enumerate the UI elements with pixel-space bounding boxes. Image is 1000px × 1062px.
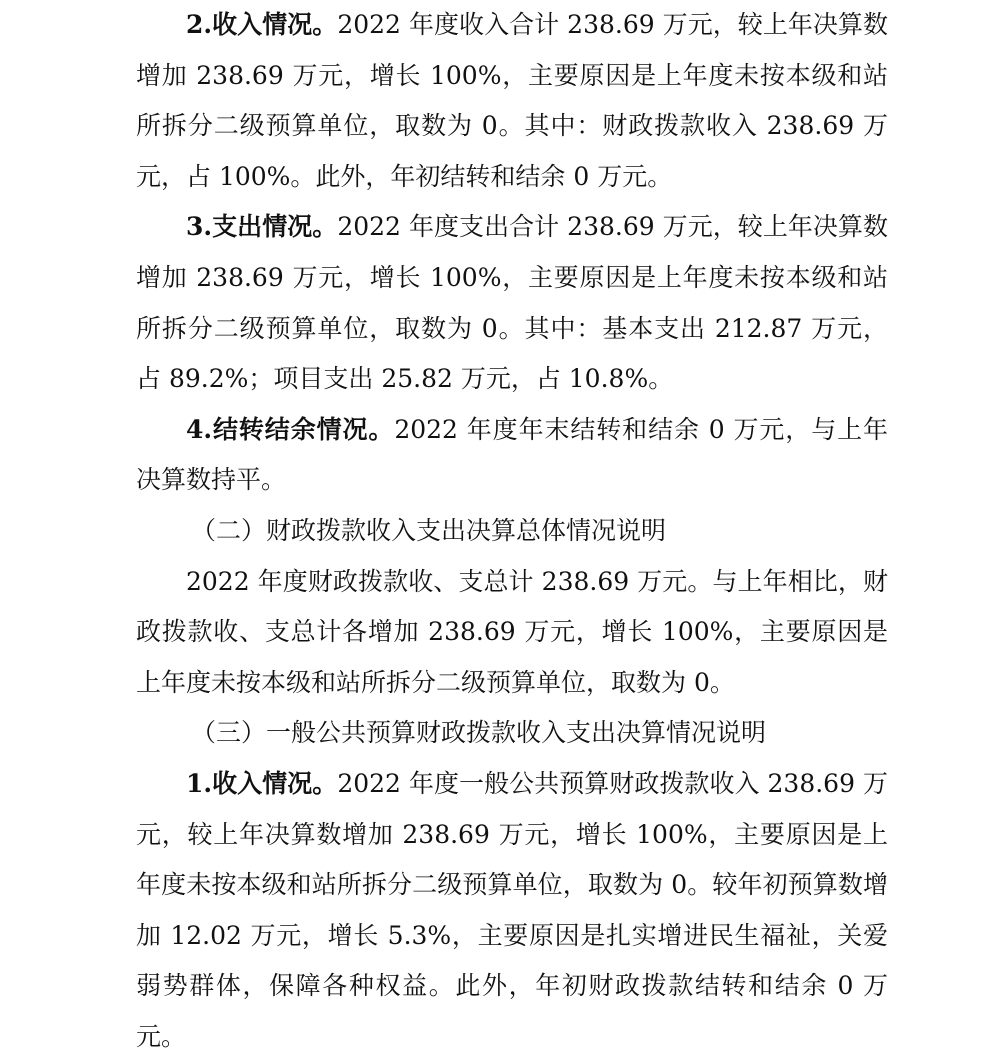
document-page <box>136 0 888 1062</box>
general-budget-income-paragraph <box>136 759 888 1062</box>
carryover-label: 4.结转结余情况。 <box>186 414 395 444</box>
income-paragraph <box>136 0 888 202</box>
carryover-text: 2022 年度年末结转和结余 0 万元，与上年决算数持平。 <box>136 414 888 495</box>
section-two-text: 2022 年度财政拨款收、支总计 238.69 万元。与上年相比，财政拨款收、支总计各增加 238.69 万元，增长 100%，主要原因是上年度未按本级和站所拆分二级预算单位，取数为 0。 <box>136 566 888 697</box>
expenditure-text: 2022 年度支出合计 238.69 万元，较上年决算数增加 238.69 万元，增长 100%，主要原因是上年度未按本级和站所拆分二级预算单位，取数为 0。其中：基本支出 212.87 万元，占 89.2%；项目支出 25.82 万元，占 10.8%。 <box>136 212 888 394</box>
income-label: 2.收入情况。 <box>186 10 338 39</box>
income-text: 2022 年度收入合计 238.69 万元，较上年决算数增加 238.69 万元，增长 100%，主要原因是上年度未按本级和站所拆分二级预算单位，取数为 0。其中：财政拨款收入 238.69 万元，占 100%。此外，年初结转和结余 0 万元。 <box>136 10 888 191</box>
section-three-heading: （三）一般公共预算财政拨款收入支出决算情况说明 <box>191 718 767 748</box>
expenditure-paragraph <box>136 202 888 404</box>
general-budget-income-label: 1.收入情况。 <box>186 768 338 798</box>
general-budget-income-text: 2022 年度一般公共预算财政拨款收入 238.69 万元，较上年决算数增加 238.69 万元，增长 100%，主要原因是上年度未按本级和站所拆分二级预算单位，取数为 0。较年初预算数增加 12.02 万元，增长 5.3%，主要原因是扎实增进民生福祉，关爱弱势群体，保障各种权益。此外，年初财政拨款结转和结余 0 万元。 <box>136 768 888 1051</box>
section-two-heading: （二）财政拨款收入支出决算总体情况说明 <box>191 515 667 545</box>
carryover-paragraph <box>136 405 888 506</box>
section-two-paragraph <box>136 557 888 709</box>
expenditure-label: 3.支出情况。 <box>186 212 338 242</box>
